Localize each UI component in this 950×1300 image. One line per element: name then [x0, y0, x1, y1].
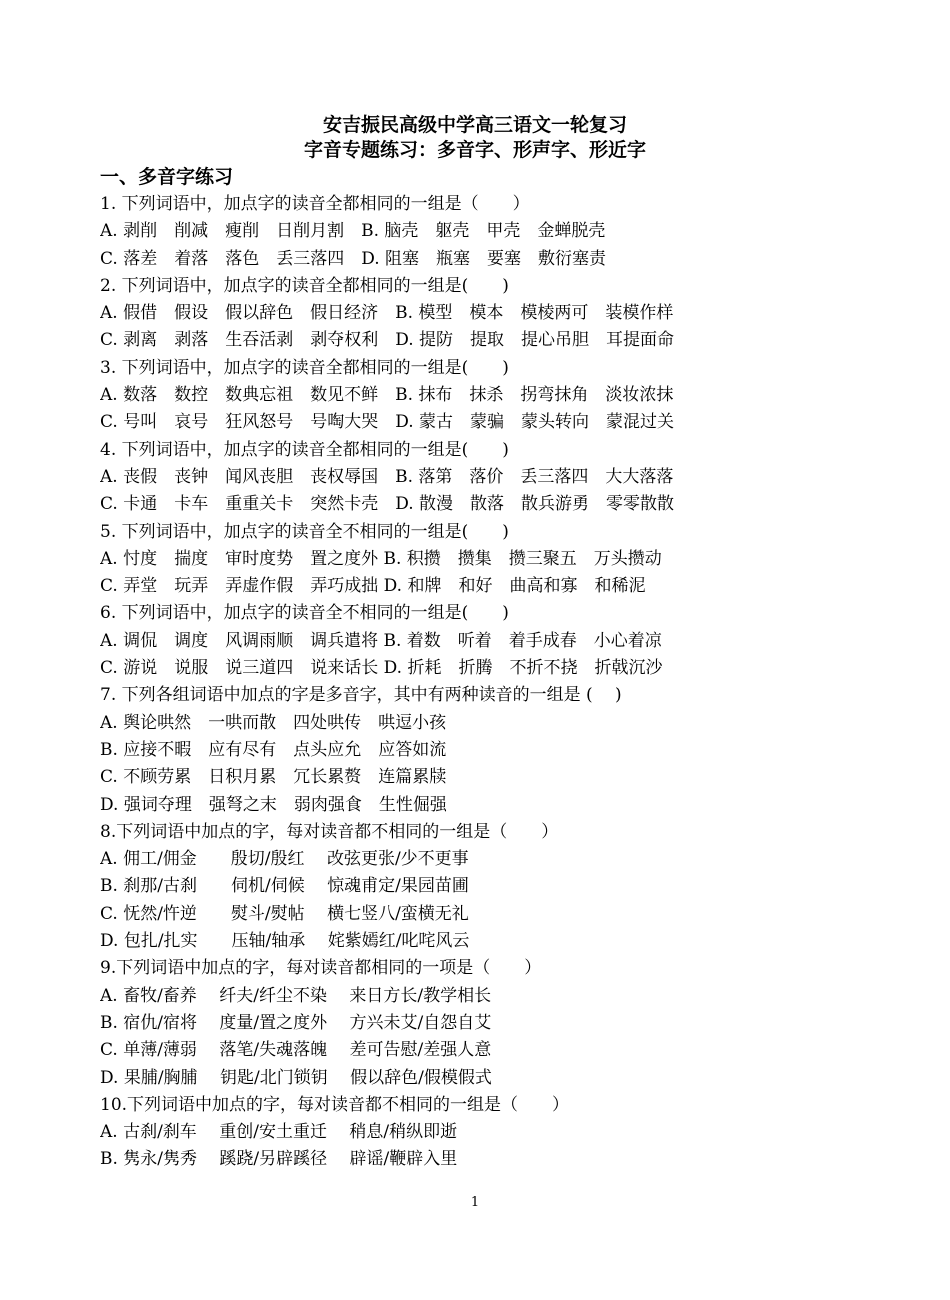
option-line: B. 刹那/古刹 伺机/伺候 惊魂甫定/果园苗圃 — [100, 876, 469, 897]
question-line: 5. 下列词语中，加点字的读音全不相同的一组是( ) — [100, 521, 509, 542]
option-line: A. 舆论哄然 一哄而散 四处哄传 哄逗小孩 — [100, 712, 447, 733]
option-line: C. 游说 说服 说三道四 说来话长 D. 折耗 折腾 不折不挠 折戟沉沙 — [100, 658, 663, 679]
document-title: 安吉振民高级中学高三语文一轮复习 — [322, 114, 627, 136]
option-line: C. 弄堂 玩弄 弄虚作假 弄巧成拙 D. 和牌 和好 曲高和寡 和稀泥 — [100, 576, 646, 597]
question-line: 6. 下列词语中，加点字的读音全不相同的一组是( ) — [100, 603, 509, 624]
option-line: C. 号叫 哀号 狂风怒号 号啕大哭 D. 蒙古 蒙骗 蒙头转向 蒙混过关 — [100, 412, 675, 433]
document-subtitle: 字音专题练习：多音字、形声字、形近字 — [303, 139, 646, 161]
option-line: B. 隽永/隽秀 蹊跷/另辟蹊径 辟谣/鞭辟入里 — [100, 1149, 458, 1170]
option-line: C. 卡通 卡车 重重关卡 突然卡壳 D. 散漫 散落 散兵游勇 零零散散 — [100, 494, 675, 515]
question-line: 10.下列词语中加点的字，每对读音都不相同的一组是（ ） — [100, 1094, 570, 1115]
option-line: C. 落差 着落 落色 丢三落四 D. 阻塞 瓶塞 要塞 敷衍塞责 — [100, 248, 607, 269]
option-line: D. 果脯/胸脯 钥匙/北门锁钥 假以辞色/假模假式 — [100, 1067, 492, 1088]
question-line: 7. 下列各组词语中加点的字是多音字，其中有两种读音的一组是 ( ) — [100, 685, 622, 706]
option-line: A. 忖度 揣度 审时度势 置之度外 B. 积攒 攒集 攒三聚五 万头攒动 — [100, 548, 662, 569]
option-line: C. 怃然/忤逆 熨斗/熨帖 横七竖八/蛮横无礼 — [100, 903, 469, 924]
question-line: 2. 下列词语中，加点字的读音全都相同的一组是( ) — [100, 275, 509, 296]
option-line: A. 假借 假设 假以辞色 假日经济 B. 模型 模本 模棱两可 装模作样 — [100, 303, 674, 324]
option-line: B. 应接不暇 应有尽有 点头应允 应答如流 — [100, 739, 447, 760]
option-line: A. 剥削 削减 瘦削 日削月割 B. 脑壳 躯壳 甲壳 金蝉脱壳 — [100, 221, 606, 242]
option-line: A. 调侃 调度 风调雨顺 调兵遣将 B. 着数 听着 着手成春 小心着凉 — [100, 630, 662, 651]
option-line: A. 佣工/佣金 殷切/殷红 改弦更张/少不更事 — [100, 849, 469, 870]
option-line: C. 剥离 剥落 生吞活剥 剥夺权利 D. 提防 提取 提心吊胆 耳提面命 — [100, 330, 675, 351]
section-heading: 一、多音字练习 — [100, 166, 234, 188]
option-line: A. 数落 数控 数典忘祖 数见不鲜 B. 抹布 抹杀 拐弯抹角 淡妆浓抹 — [100, 385, 674, 406]
question-line: 3. 下列词语中，加点字的读音全都相同的一组是( ) — [100, 357, 509, 378]
option-line: A. 丧假 丧钟 闻风丧胆 丧权辱国 B. 落第 落价 丢三落四 大大落落 — [100, 466, 674, 487]
option-line: A. 畜牧/畜养 纤夫/纤尘不染 来日方长/教学相长 — [100, 985, 492, 1006]
exercise-content — [100, 191, 890, 1174]
question-line: 1. 下列词语中，加点字的读音全都相同的一组是（ ） — [100, 194, 530, 214]
option-line: D. 包扎/扎实 压轴/轴承 姹紫嫣红/叱咤风云 — [100, 931, 470, 952]
option-line: C. 单薄/薄弱 落笔/失魂落魄 差可告慰/差强人意 — [100, 1040, 492, 1061]
question-line: 8.下列词语中加点的字，每对读音都不相同的一组是（ ） — [100, 821, 559, 842]
option-line: B. 宿仇/宿将 度量/置之度外 方兴未艾/自怨自艾 — [100, 1012, 492, 1033]
option-line: C. 不顾劳累 日积月累 冗长累赘 连篇累牍 — [100, 767, 447, 788]
option-line: D. 强词夺理 强弩之末 弱肉强食 生性倔强 — [100, 794, 447, 815]
question-line: 9.下列词语中加点的字，每对读音都相同的一项是（ ） — [100, 958, 542, 979]
page-number: 1 — [470, 1195, 480, 1210]
question-line: 4. 下列词语中，加点字的读音全都相同的一组是( ) — [100, 439, 509, 460]
option-line: A. 古刹/刹车 重创/安土重迁 稍息/稍纵即逝 — [100, 1122, 458, 1143]
